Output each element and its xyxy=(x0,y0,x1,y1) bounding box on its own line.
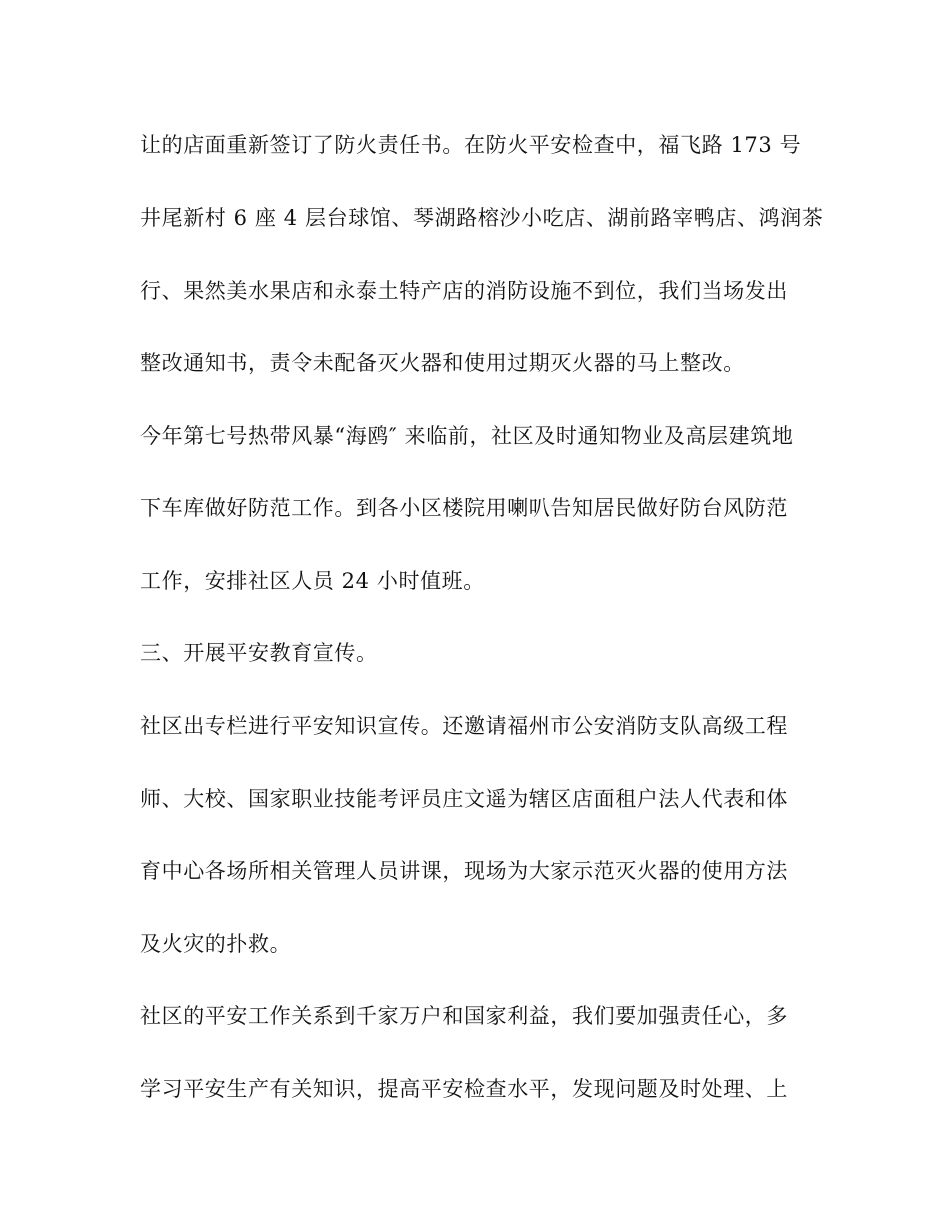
text-line: 育中心各场所相关管理人员讲课，现场为大家示范灭火器的使用方法 xyxy=(140,859,788,883)
text-line: 今年第七号热带风暴“海鸥″ 来临前，社区及时通知物业及高层建筑地 xyxy=(140,424,794,448)
text-line: 师、大校、国家职业技能考评员庄文遥为辖区店面租户法人代表和体 xyxy=(140,787,788,811)
text-line: 下车库做好防范工作。到各小区楼院用喇叭告知居民做好防台风防范 xyxy=(140,496,788,520)
text-line: 整改通知书，责令未配备灭火器和使用过期灭火器的马上整改。 xyxy=(140,351,745,375)
section-heading: 三、开展平安教育宣传。 xyxy=(140,641,378,665)
text-line: 让的店面重新签订了防火责任书。在防火平安检查中，福飞路 173 号 xyxy=(140,133,802,157)
text-line: 工作，安排社区人员 24 小时值班。 xyxy=(140,569,485,593)
text-line: 学习平安生产有关知识，提高平安检查水平，发现问题及时处理、上 xyxy=(140,1077,788,1101)
text-line: 及火灾的扑救。 xyxy=(140,932,292,956)
text-line: 社区出专栏进行平安知识宣传。还邀请福州市公安消防支队高级工程 xyxy=(140,714,788,738)
text-line: 行、果然美水果店和永泰土特产店的消防设施不到位，我们当场发出 xyxy=(140,279,788,303)
text-line: 井尾新村 6 座 4 层台球馆、琴湖路榕沙小吃店、湖前路宰鸭店、鸿润茶 xyxy=(140,206,824,230)
text-line: 社区的平安工作关系到千家万户和国家利益，我们要加强责任心，多 xyxy=(140,1004,788,1028)
